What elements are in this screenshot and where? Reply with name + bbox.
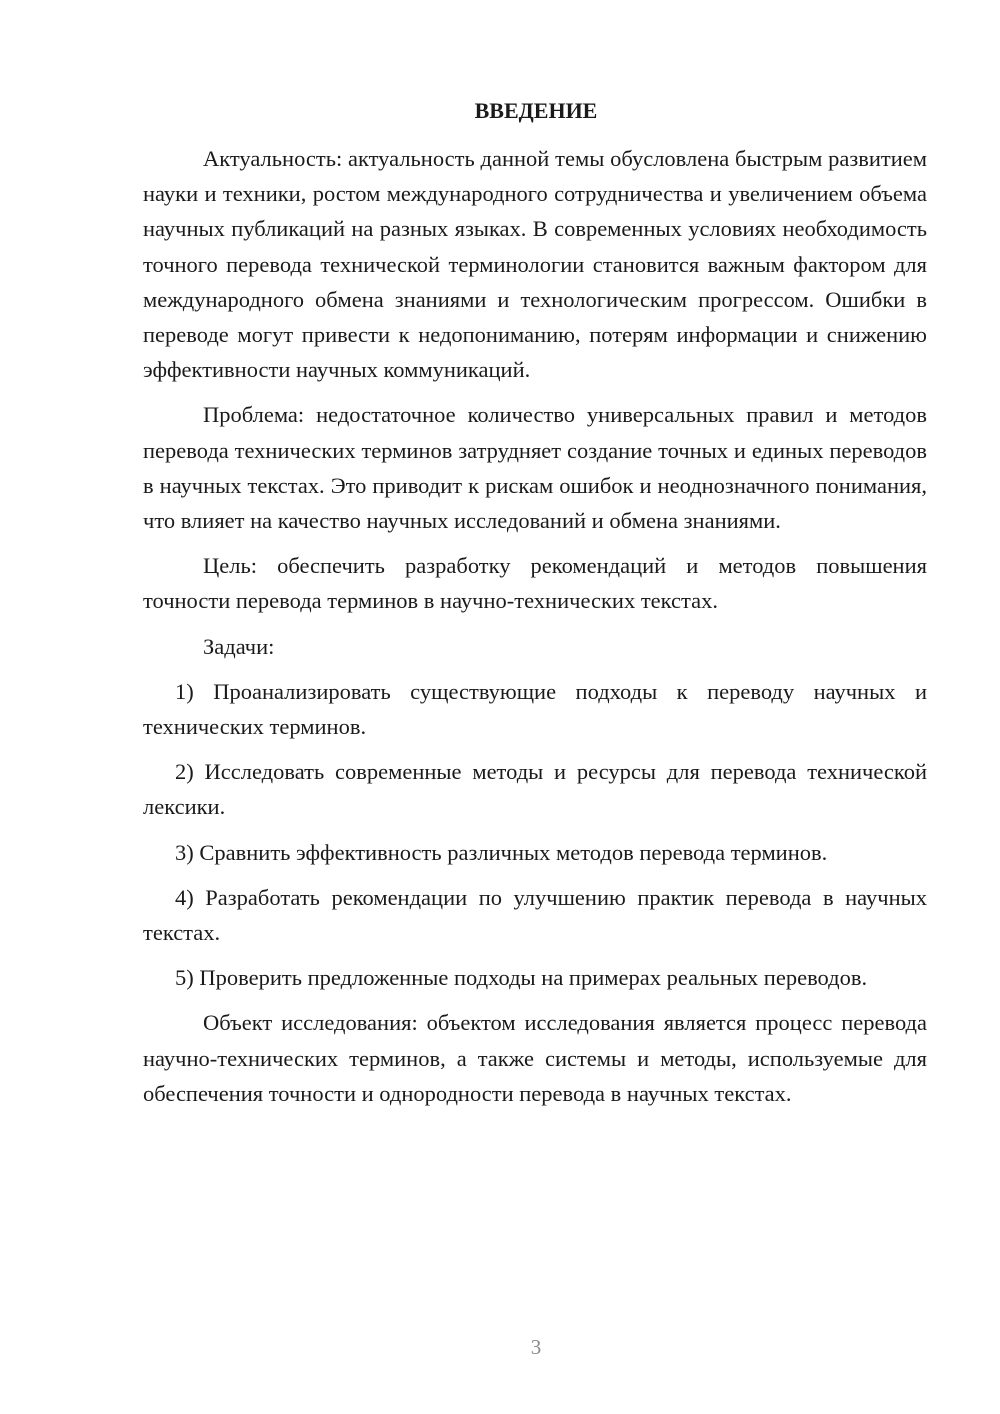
tasks-heading: Задачи: xyxy=(203,633,275,659)
relevance-paragraph: Актуальность: актуальность данной темы обусловлена быстрым развитием науки и техники, ростом международного сотрудничества и увеличением объема научных публикаций на разных языках. В современных условиях необходимость точного перевода технической терминологии становится важным фактором для международного обмена знаниями и технологическим прогрессом. Ошибки в переводе могут привести к недопониманию, потерям информации и снижению эффективности научных коммуникаций. xyxy=(143,146,927,383)
task-item-5: 5) Проверить предложенные подходы на примерах реальных переводов. xyxy=(175,965,868,991)
problem-paragraph: Проблема: недостаточное количество универсальных правил и методов перевода технических терминов затрудняет создание точных и единых переводов в научных текстах. Это приводит к рискам ошибок и неоднозначного понимания, что влияет на качество научных исследований и обмена знаниями. xyxy=(143,402,927,534)
goal-paragraph: Цель: обеспечить разработку рекомендаций и методов повышения точности перевода терминов в научно-технических текстах. xyxy=(143,553,927,614)
document-body xyxy=(143,141,927,1111)
task-item-3: 3) Сравнить эффективность различных методов перевода терминов. xyxy=(175,839,828,865)
page-number: 3 xyxy=(530,1335,542,1359)
task-item-2: 2) Исследовать современные методы и ресурсы для перевода технической лексики. xyxy=(143,759,927,820)
task-item-4: 4) Разработать рекомендации по улучшению практик перевода в научных текстах. xyxy=(143,884,927,946)
task-item-1: 1) Проанализировать существующие подходы к переводу научных и технических терминов. xyxy=(143,678,927,740)
object-paragraph: Объект исследования: объектом исследования является процесс перевода научно-технических терминов, а также системы и методы, используемые для обеспечения точности и однородности перевода в научных текстах. xyxy=(143,1010,927,1106)
section-title: ВВЕДЕНИЕ xyxy=(474,98,598,123)
